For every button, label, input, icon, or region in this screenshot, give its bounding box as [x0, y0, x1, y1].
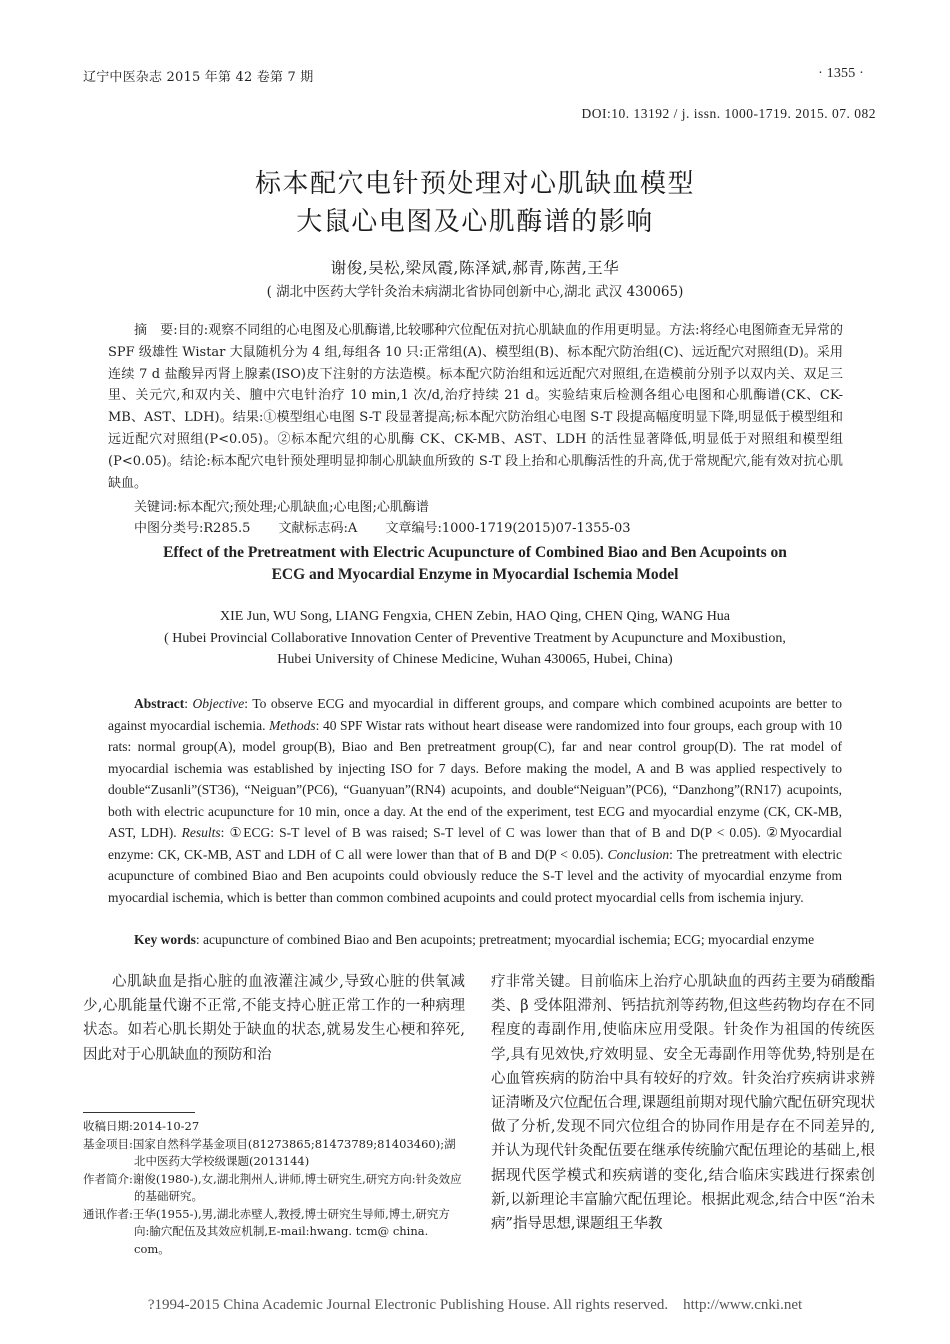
objective-label: Objective	[192, 696, 245, 711]
affiliation-en-line2: Hubei University of Chinese Medicine, Wuhan 430065, Hubei, China)	[277, 652, 673, 667]
doc-code: 文献标志码:A	[278, 521, 358, 536]
title-cn-line1: 标本配穴电针预处理对心肌缺血模型	[254, 169, 695, 199]
page-number: · 1355 ·	[818, 66, 864, 81]
abstract-cn-text: 目的:观察不同组的心电图及心肌酶谱,比较哪种穴位配伍对抗心肌缺血的作用更明显。方法:将经心电图筛查无异常的 SPF 级雄性 Wistar 大鼠随机分为 4 组,每组各 10 只:正常组(A)、模型组(B)、标本配穴防治组(C)、远近配穴对照组(D)。采用连续 7 d 盐酸异丙肾上腺素(ISO)皮下注射的方法造模。标本配穴防治组和远近配穴对照组,在造模前分别予以双内关、双足三里、关元穴,和双内关、膻中穴电针治疗 10 min,1 次/d,治疗持续 21 d。实验结束后检测各组心电图和心肌酶谱(CK、CK-MB、AST、LDH)。结果:①模型组心电图 S-T 段显著提高;标本配穴防治组心电图 S-T 段提高幅度明显下降,明显低于模型组和远近配穴对照组(P<0.05)。②标本配穴组的心肌酶 CK、CK-MB、AST、LDH 的活性显著降低,明显低于对照组和模型组(P<0.05)。结论:标本配穴电针预处理明显抑制心肌缺血所致的 S-T 段上抬和心肌酶活性的升高,优于常规配穴,能有效对抗心肌缺血。	[108, 323, 843, 491]
clc-number: 中图分类号:R285.5	[134, 521, 251, 536]
footnote-received: 收稿日期:2014-10-27	[83, 1119, 200, 1133]
affiliation-cn: ( 湖北中医药大学针灸治未病湖北省协同创新中心,湖北 武汉 430065)	[266, 284, 684, 300]
footnotes	[83, 1118, 465, 1258]
objective-text: To observe ECG and myocardial in different groups, and compare which combined acupoints are better to against myocardial ischemia.	[108, 696, 842, 733]
body-column-right: 疗非常关键。目前临床上治疗心肌缺血的西药主要为硝酸酯类、β 受体阻滞剂、钙拮抗剂等药物,但这些药物均存在不同程度的毒副作用,使临床应用受限。针灸作为祖国的传统医学,具有见效快,疗效明显、安全无毒副作用等优势,特别是在心血管疾病的防治中具有较好的疗效。针灸治疗疾病讲求辨证清晰及穴位配伍合理,课题组前期对现代腧穴配伍研究现状做了分析,发现不同穴位组合的协同作用是存在不同差异的,并认为现代针灸配伍要在继承传统腧穴配伍理论的基础上,根据现代医学模式和疾病谱的变化,结合临床实践进行探索创新,以新理论丰富腧穴配伍理论。根据此观念,结合中医“治未病”指导思想,课题组王华教	[491, 974, 875, 1233]
keywords-en: Key words: acupuncture of combined Biao and Ben acupoints; pretreatment; myocardial ischemia; ECG; myocardial enzyme	[134, 932, 815, 947]
affiliation-en-line1: ( Hubei Provincial Collaborative Innovation Center of Preventive Treatment by Acupuncture and Moxibustion,	[164, 631, 786, 646]
conclusion-label: Conclusion	[607, 846, 670, 862]
copyright-notice: ?1994-2015 China Academic Journal Electronic Publishing House. All rights reserved. http://www.cnki.net	[147, 1297, 803, 1313]
methods-label: Methods	[269, 717, 316, 733]
title-en-line1: Effect of the Pretreatment with Electric Acupuncture of Combined Biao and Ben Acupoints on	[163, 544, 787, 561]
authors-cn: 谢俊,吴松,梁凤霞,陈泽斌,郝青,陈茜,王华	[330, 259, 620, 277]
title-en-line2: ECG and Myocardial Enzyme in Myocardial Ischemia Model	[271, 566, 679, 583]
footnote-funding: 基金项目:国家自然科学基金项目(81273865;81473789;81403460);湖北中医药大学校级课题(2013144)	[83, 1136, 456, 1168]
abstract-cn	[108, 320, 843, 494]
authors-en: XIE Jun, WU Song, LIANG Fengxia, CHEN Zebin, HAO Qing, CHEN Qing, WANG Hua	[219, 609, 731, 624]
journal-header: 辽宁中医杂志 2015 年第 42 卷第 7 期	[83, 70, 314, 85]
results-label: Results	[181, 825, 221, 840]
keywords-cn: 关键词:标本配穴;预处理;心肌缺血;心电图;心肌酶谱	[134, 500, 429, 515]
conclusion-text: The pretreatment with electric acupuncture of combined Biao and Ben acupoints could obviously reduce the S-T level and the activity of myocardial enzyme from myocardial ischemia, which is better than common combined acupoints and could protect myocardial cells from ischemia injury.	[108, 846, 842, 905]
article-number: 文章编号:1000-1719(2015)07-1355-03	[385, 521, 631, 536]
footnote-divider	[83, 1112, 195, 1113]
title-cn-line2: 大鼠心电图及心肌酶谱的影响	[296, 207, 654, 237]
abstract-en: Abstract: Objective: To observe ECG and myocardial in different groups, and compare which combined acupoints are better to against myocardial ischemia. Methods: 40 SPF Wistar rats without heart disease were randomized into four groups, each group with 10 rats: normal group(A), model group(B), Biao and Ben pretreatment group(C), far and near control group(D). The rat model of myocardial ischemia was established by injecting ISO for 7 days. Before making the model, A and B was applied respectively to double“Zusanli”(ST36), “Neiguan”(PC6), “Guanyuan”(RN4) acupoints, and double“Neiguan”(PC6), “Danzhong”(RN17) acupoints, both with electric acupuncture for 10 min, once a day. At the end of the experiment, test ECG and myocardial enzyme (CK, CK-MB, AST, LDH). Results: ①ECG: S-T level of B was raised; S-T level of C was lower than that of B and D(P < 0.05). ②Myocardial enzyme: CK, CK-MB, AST and LDH of C all were lower than that of B and D(P < 0.05). Conclusion: The pretreatment with electric acupuncture of combined Biao and Ben acupoints could obviously reduce the S-T level and the activity of myocardial enzyme from myocardial ischemia, which is better than common combined acupoints and could protect myocardial cells from ischemia injury.	[108, 696, 842, 905]
footnote-corresponding: 通讯作者:王华(1955-),男,湖北赤壁人,教授,博士研究生导师,博士,研究方向:腧穴配伍及其效应机制,E-mail:hwang. tcm@ china. com。	[83, 1206, 450, 1256]
keywords-en-label: Key words	[134, 932, 196, 947]
abstract-en-label: Abstract	[134, 696, 185, 711]
keywords-en-text: acupuncture of combined Biao and Ben acupoints; pretreatment; myocardial ischemia; ECG; myocardial enzyme	[203, 932, 815, 947]
methods-text: 40 SPF Wistar rats without heart disease were randomized into four groups, each group with 10 rats: normal group(A), model group(B), Biao and Ben pretreatment group(C), far and near control group(D). The rat model of myocardial ischemia was established by injecting ISO for 7 days. Before making the model, A and B was applied respectively to double“Zusanli”(ST36), “Neiguan”(PC6), “Guanyuan”(RN4) acupoints, and double“Neiguan”(PC6), “Danzhong”(RN17) acupoints, both with electric acupuncture for 10 min, once a day. At the end of the experiment, test ECG and myocardial enzyme (CK, CK-MB, AST, LDH).	[108, 717, 842, 840]
classification-line	[134, 517, 655, 536]
footnote-author: 作者简介:谢俊(1980-),女,湖北荆州人,讲师,博士研究生,研究方向:针灸效应的基础研究。	[83, 1171, 462, 1203]
results-text: ①ECG: S-T level of B was raised; S-T level of C was lower than that of B and D(P < 0.05). ②Myocardial enzyme: CK, CK-MB, AST and LDH of C all were lower than that of B and D(P < 0.05).	[108, 825, 842, 862]
doi: DOI:10. 13192 / j. issn. 1000-1719. 2015. 07. 082	[581, 106, 876, 121]
body-column-left: 心肌缺血是指心脏的血液灌注减少,导致心脏的供氧减少,心肌能量代谢不正常,不能支持心脏正常工作的一种病理状态。如若心肌长期处于缺血的状态,就易发生心梗和猝死,因此对于心肌缺血的预防和治	[83, 974, 465, 1063]
abstract-cn-label: 摘 要:	[134, 323, 178, 338]
